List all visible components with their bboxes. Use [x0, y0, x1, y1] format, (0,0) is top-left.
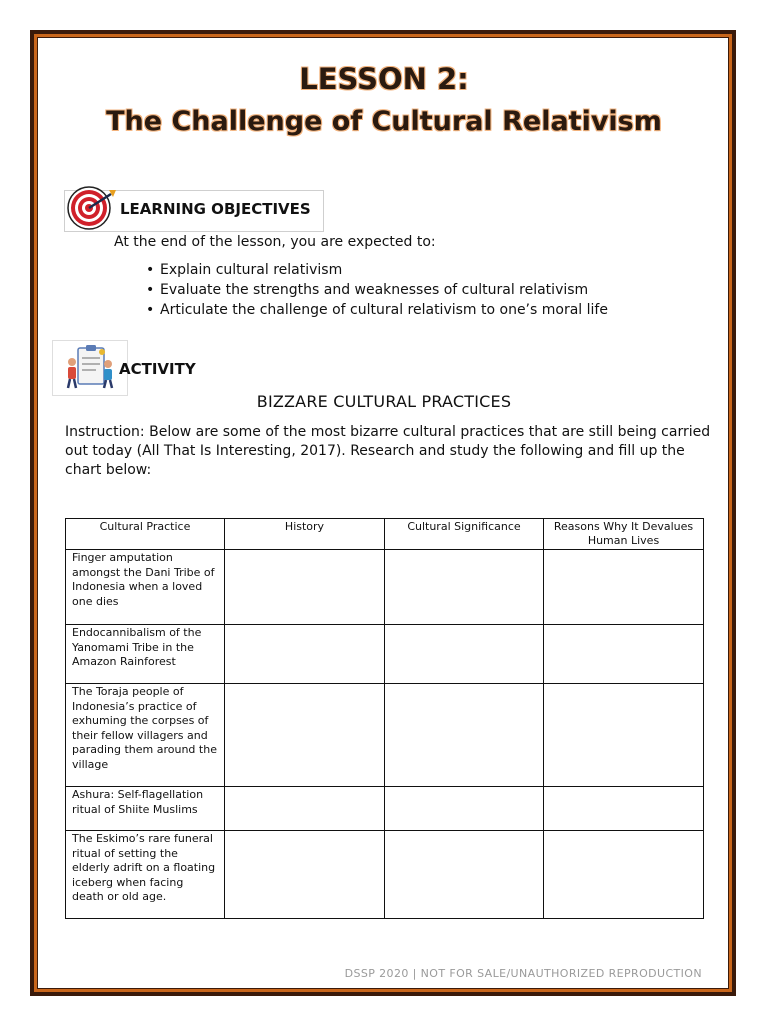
history-cell[interactable]: [225, 625, 385, 684]
history-cell[interactable]: [225, 831, 385, 919]
practice-cell: Finger amputation amongst the Dani Tribe of Indonesia when a loved one dies: [66, 550, 225, 625]
practices-chart: [65, 518, 704, 919]
objectives-intro: At the end of the lesson, you are expected to:: [114, 234, 436, 250]
table-row: [66, 787, 704, 831]
footer-text: DSSP 2020 | NOT FOR SALE/UNAUTHORIZED REPRODUCTION: [344, 967, 702, 980]
clipboard-people-icon: [62, 342, 118, 392]
history-cell[interactable]: [225, 550, 385, 625]
objectives-heading: LEARNING OBJECTIVES: [120, 200, 311, 218]
history-cell[interactable]: [225, 787, 385, 831]
significance-cell[interactable]: [385, 831, 544, 919]
reasons-cell[interactable]: [544, 550, 704, 625]
table-row: [66, 625, 704, 684]
table-row: [66, 684, 704, 787]
significance-cell[interactable]: [385, 787, 544, 831]
reasons-cell[interactable]: [544, 787, 704, 831]
practice-cell: Ashura: Self-flagellation ritual of Shiite Muslims: [66, 787, 225, 831]
list-item: • Articulate the challenge of cultural relativism to one’s moral life: [146, 300, 608, 320]
table-row: [66, 550, 704, 625]
reasons-cell[interactable]: [544, 625, 704, 684]
lesson-title: The Challenge of Cultural Relativism: [106, 106, 662, 137]
list-item: • Evaluate the strengths and weaknesses of cultural relativism: [146, 280, 608, 300]
target-icon: [66, 185, 118, 231]
practice-cell: The Eskimo’s rare funeral ritual of setting the elderly adrift on a floating iceberg when facing death or old age.: [66, 831, 225, 919]
column-header: History: [225, 519, 385, 550]
column-header: Reasons Why It Devalues Human Lives: [544, 519, 704, 550]
objectives-list: [146, 260, 608, 320]
table-header-row: [66, 519, 704, 550]
history-cell[interactable]: [225, 684, 385, 787]
practice-cell: The Toraja people of Indonesia’s practice of exhuming the corpses of their fellow villagers and parading them around the village: [66, 684, 225, 787]
significance-cell[interactable]: [385, 625, 544, 684]
reasons-cell[interactable]: [544, 831, 704, 919]
column-header: Cultural Significance: [385, 519, 544, 550]
activity-subtitle: BIZZARE CULTURAL PRACTICES: [256, 392, 512, 411]
reasons-cell[interactable]: [544, 684, 704, 787]
lesson-number: LESSON 2:: [299, 62, 469, 96]
practice-cell: Endocannibalism of the Yanomami Tribe in the Amazon Rainforest: [66, 625, 225, 684]
activity-instruction: Instruction: Below are some of the most bizarre cultural practices that are still being carried out today (All That Is Interesting, 2017). Research and study the following and fill up the chart below:: [65, 424, 711, 478]
significance-cell[interactable]: [385, 550, 544, 625]
significance-cell[interactable]: [385, 684, 544, 787]
table-row: [66, 831, 704, 919]
list-item: • Explain cultural relativism: [146, 260, 608, 280]
activity-heading: ACTIVITY: [119, 360, 196, 378]
column-header: Cultural Practice: [66, 519, 225, 550]
